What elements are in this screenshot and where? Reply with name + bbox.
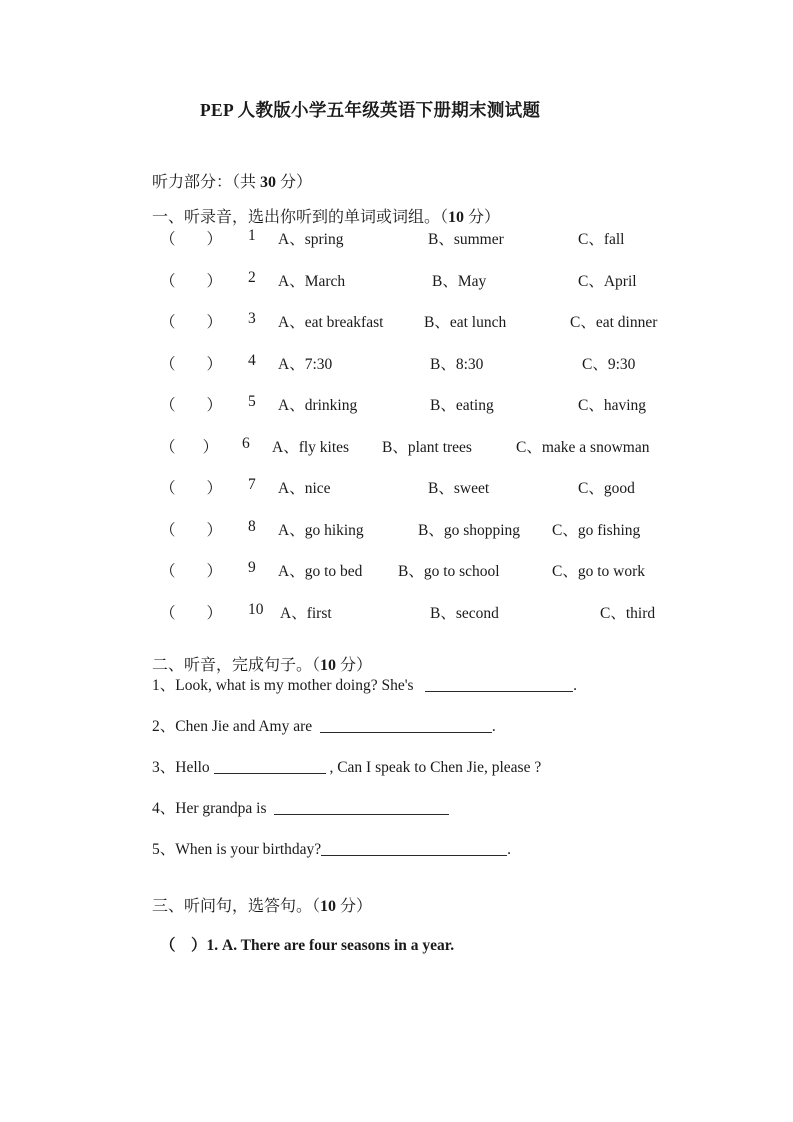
choice-option[interactable]: A、eat breakfast (278, 314, 384, 332)
choice-option[interactable]: A、first (280, 604, 332, 622)
choice-option[interactable]: B、summer (428, 231, 504, 249)
answer-bracket[interactable]: （ ） (160, 231, 223, 249)
choice-option[interactable]: A、go hiking (278, 521, 364, 539)
choice-option[interactable]: B、go shopping (418, 521, 521, 539)
section-one-choice-list (0, 227, 793, 642)
choice-option[interactable]: A、7:30 (278, 355, 333, 373)
choice-row (0, 518, 793, 560)
sentence-text-before: 3、Hello (152, 758, 214, 776)
choice-option[interactable]: C、eat dinner (570, 314, 658, 332)
answer-bracket[interactable]: （ ） (160, 563, 223, 581)
choice-row (0, 601, 793, 643)
question-number: 5 (248, 393, 256, 411)
sentence-text-before: 4、Her grandpa is (152, 799, 275, 817)
section-three-heading-suffix: 分） (336, 897, 373, 915)
sentence-text-before: 5、When is your birthday? (152, 840, 322, 858)
choice-row (0, 559, 793, 601)
choice-row (0, 393, 793, 435)
answer-blank[interactable] (214, 758, 326, 774)
choice-row (0, 269, 793, 311)
section-two-fill-list (0, 676, 793, 881)
sentence-text-before: 1、Look, what is my mother doing? She's (152, 676, 426, 694)
choice-option[interactable]: B、8:30 (430, 355, 484, 373)
answer-blank[interactable] (321, 840, 507, 856)
question-number: 10 (248, 600, 264, 618)
choice-option[interactable]: C、go fishing (552, 521, 641, 539)
fill-blank-row (0, 676, 793, 717)
choice-option[interactable]: A、nice (278, 480, 331, 498)
choice-option[interactable]: B、plant trees (382, 438, 472, 456)
choice-row (0, 435, 793, 477)
listening-part-heading (0, 121, 793, 192)
choice-option[interactable]: A、drinking (278, 397, 358, 415)
fill-blank-row (0, 758, 793, 799)
section-one-heading (0, 192, 793, 227)
choice-option[interactable]: A、go to bed (278, 563, 363, 581)
choice-row (0, 227, 793, 269)
choice-option[interactable]: A、March (278, 272, 346, 290)
choice-option[interactable]: C、April (578, 272, 637, 290)
section-one-heading-suffix: 分） (464, 209, 501, 227)
section-two-heading (0, 642, 793, 675)
sentence-text-before: 2、Chen Jie and Amy are (152, 717, 320, 735)
choice-row (0, 476, 793, 518)
answer-bracket[interactable]: （ ） (160, 438, 219, 456)
answer-blank[interactable] (274, 799, 449, 815)
question-number: 8 (248, 517, 256, 535)
choice-option[interactable]: B、eating (430, 397, 494, 415)
choice-option[interactable]: A、spring (278, 231, 344, 249)
answer-bracket[interactable]: （ ） (160, 272, 223, 290)
answer-bracket[interactable]: （ ） (160, 604, 223, 622)
section-two-heading-suffix: 分） (336, 657, 373, 675)
answer-bracket[interactable]: （ ） (160, 355, 223, 373)
answer-blank[interactable] (320, 717, 492, 733)
sentence-text-after: . (507, 840, 512, 858)
answer-bracket[interactable]: （ ） (160, 397, 223, 415)
listening-heading-suffix: 分） (276, 174, 313, 191)
question-number: 3 (248, 310, 256, 328)
choice-option[interactable]: C、good (578, 480, 635, 498)
choice-row (0, 352, 793, 394)
choice-option[interactable]: C、make a snowman (516, 438, 650, 456)
question-number: 1 (248, 227, 256, 245)
section-two-heading-prefix: 二、听音，完成句子。（ (152, 657, 321, 675)
fill-blank-row (0, 717, 793, 758)
question-number: 2 (248, 268, 256, 286)
listening-heading-prefix: 听力部分：（共 (152, 174, 261, 191)
choice-option[interactable]: C、having (578, 397, 647, 415)
choice-option[interactable]: C、fall (578, 231, 625, 249)
sentence-text-after: . (573, 676, 578, 694)
choice-option[interactable]: C、9:30 (582, 355, 636, 373)
fill-blank-row (0, 840, 793, 881)
choice-option[interactable]: C、third (600, 604, 656, 622)
answer-bracket[interactable]: （ ） (160, 314, 223, 332)
question-number: 6 (242, 434, 250, 452)
section-three-item-list (0, 916, 793, 955)
sentence-text-after: , Can I speak to Chen Jie, please ? (325, 758, 542, 776)
section-one-heading-prefix: 一、听录音，选出你听到的单词或词组。（ (152, 209, 449, 227)
answer-bracket[interactable]: （ ） (160, 480, 223, 498)
question-number: 4 (248, 351, 256, 369)
page-title: PEP 人教版小学五年级英语下册期末测试题 (200, 100, 541, 120)
sentence-text-after: . (491, 717, 496, 735)
fill-blank-row (0, 799, 793, 840)
question-number: 7 (248, 476, 256, 494)
choice-option[interactable]: B、eat lunch (424, 314, 507, 332)
question-number: 9 (248, 559, 256, 577)
choice-option[interactable]: B、go to school (398, 563, 500, 581)
answer-bracket[interactable]: （ ） (160, 521, 223, 539)
choice-row (0, 310, 793, 352)
section-one-heading-score: 10 (448, 209, 465, 227)
choice-option[interactable]: C、go to work (552, 563, 646, 581)
section-three-heading-prefix: 三、听问句，选答句。（ (152, 897, 321, 915)
choice-option[interactable]: B、second (430, 604, 499, 622)
choice-option[interactable]: A、fly kites (272, 438, 350, 456)
choice-option[interactable]: B、sweet (428, 480, 490, 498)
section-three-item[interactable]: （ ）1. A. There are four seasons in a year. (160, 936, 455, 954)
section-three-heading (0, 881, 793, 916)
section-two-heading-score: 10 (320, 657, 337, 675)
answer-blank[interactable] (425, 676, 573, 692)
listening-heading-score: 30 (260, 174, 277, 191)
section-three-heading-score: 10 (320, 897, 337, 915)
choice-option[interactable]: B、May (432, 272, 487, 290)
